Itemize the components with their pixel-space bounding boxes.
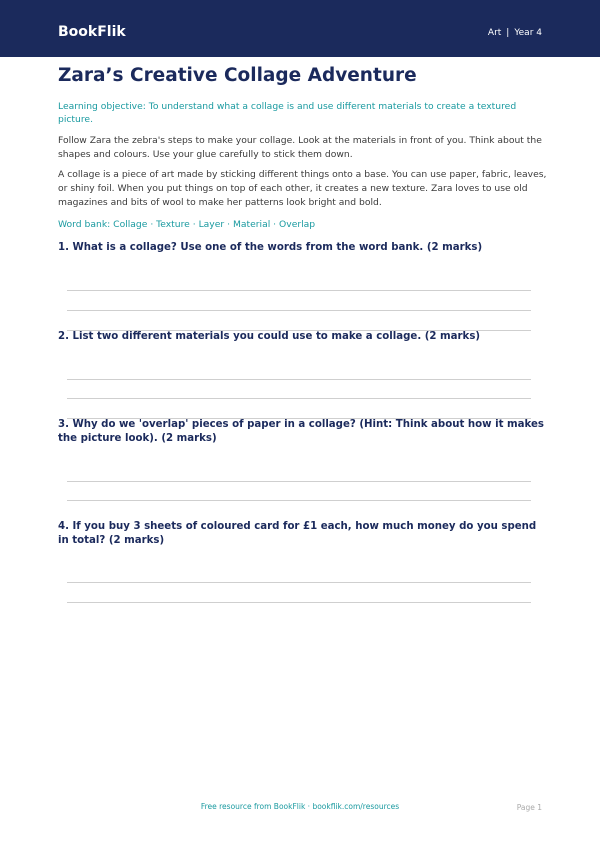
- learning-objective: Learning objective: To understand what a collage is and use different materials to create a textured picture.: [58, 101, 517, 125]
- page-header: [0, 0, 600, 57]
- footer-resource-link[interactable]: Free resource from BookFlik · bookflik.com/resources: [200, 802, 400, 811]
- word-bank: Word bank: Collage · Texture · Layer · Material · Overlap: [58, 219, 316, 230]
- brand-logo-text: BookFlik: [58, 24, 126, 40]
- intro-paragraph: Follow Zara the zebra's steps to make your collage. Look at the materials in front of you. Think about the shapes and colours. Use your glue carefully to stick them down.: [58, 135, 542, 160]
- answer-line-1a[interactable]: [67, 290, 531, 291]
- question-4: 4. If you buy 3 sheets of coloured card for £1 each, how much money do you spend in total? (2 marks): [58, 521, 537, 546]
- answer-line-4b[interactable]: [67, 602, 531, 603]
- answer-line-3a[interactable]: [67, 481, 531, 482]
- meta-separator: |: [506, 28, 510, 38]
- answer-line-2b[interactable]: [67, 398, 531, 399]
- year-label: Year 4: [514, 28, 542, 38]
- question-2: 2. List two different materials you could use to make a collage. (2 marks): [58, 331, 481, 342]
- answer-line-1b[interactable]: [67, 310, 531, 311]
- subject-label: Art: [487, 28, 502, 38]
- answer-line-2a[interactable]: [67, 379, 531, 380]
- answer-line-3b[interactable]: [67, 500, 531, 501]
- question-1: 1. What is a collage? Use one of the words from the word bank. (2 marks): [58, 242, 483, 253]
- body-paragraph: A collage is a piece of art made by sticking different things onto a base. You can use paper, fabric, leaves, or shiny foil. When you put things on top of each other, it creates a new texture. Zara loves to use old magazines and bits of wool to make her patterns look bright and bold.: [58, 169, 547, 208]
- answer-line-4a[interactable]: [67, 582, 531, 583]
- page-number: Page 1: [516, 803, 542, 812]
- worksheet-title: Zara’s Creative Collage Adventure: [58, 65, 417, 86]
- subject-year-label: [488, 27, 542, 39]
- question-3: 3. Why do we 'overlap' pieces of paper in a collage? (Hint: Think about how it makes the picture look). (2 marks): [58, 419, 544, 444]
- worksheet-intro: [58, 64, 548, 231]
